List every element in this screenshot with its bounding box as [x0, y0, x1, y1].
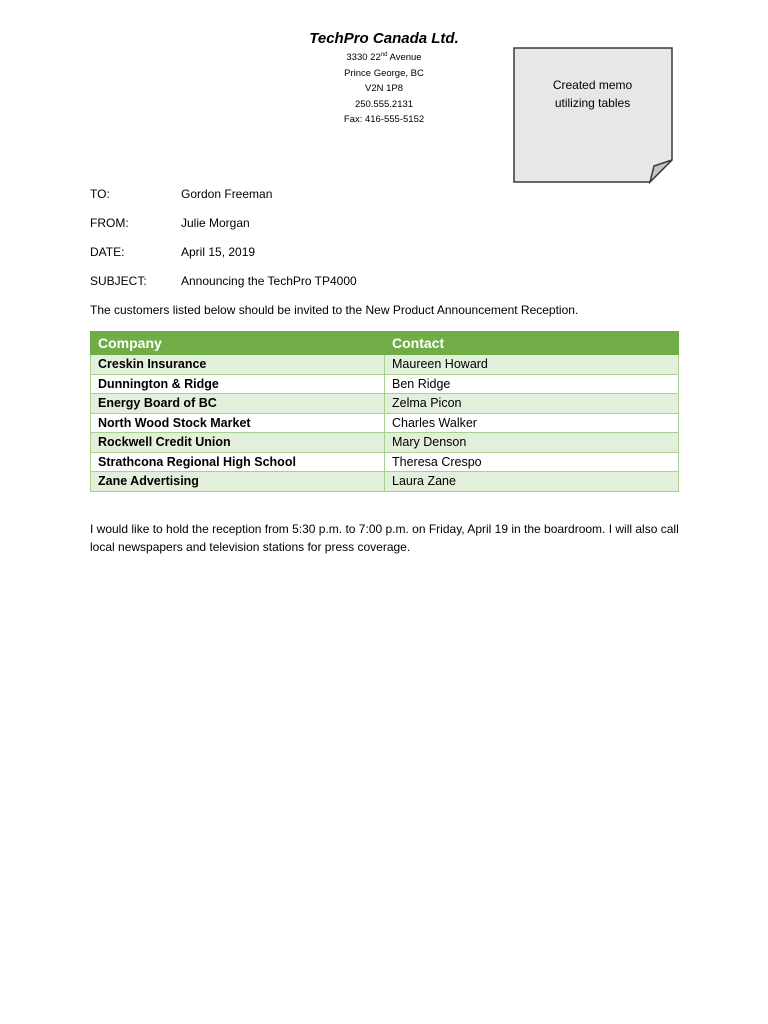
city-line: Prince George, BC — [344, 67, 424, 79]
company-cell: Zane Advertising — [91, 472, 385, 492]
table-header-row — [91, 332, 679, 355]
date-value: April 15, 2019 — [181, 245, 256, 259]
closing-paragraph: I would like to hold the reception from 5:30 p.m. to 7:00 p.m. on Friday, April 19 in the boardroom. I will also call local newspapers and television stations for press coverage. — [90, 522, 679, 554]
table-row — [91, 472, 679, 492]
subject-label: SUBJECT: — [90, 274, 147, 288]
table-row — [91, 355, 679, 375]
company-cell: Rockwell Credit Union — [91, 433, 385, 453]
to-label: TO: — [90, 187, 110, 201]
table-row — [91, 433, 679, 453]
date-label: DATE: — [90, 245, 125, 259]
ordinal-suffix: nd — [380, 51, 388, 58]
subject-value: Announcing the TechPro TP4000 — [181, 274, 357, 288]
contact-cell: Theresa Crespo — [385, 452, 679, 472]
folded-note-shape — [513, 47, 673, 184]
postal-code: V2N 1P8 — [364, 83, 404, 95]
letterhead — [234, 28, 534, 128]
table-row — [91, 374, 679, 394]
sticky-note-callout — [513, 47, 672, 183]
contact-cell: Mary Denson — [385, 433, 679, 453]
contact-cell: Zelma Picon — [385, 394, 679, 414]
note-text: Created memo utilizing tables — [552, 78, 633, 110]
street-number: 3330 22 — [346, 52, 381, 63]
company-cell: Strathcona Regional High School — [91, 452, 385, 472]
table-row — [91, 413, 679, 433]
customer-table — [90, 331, 679, 492]
phone-number: 250.555.2131 — [354, 98, 414, 110]
company-name: TechPro Canada Ltd. — [309, 30, 459, 47]
company-cell: North Wood Stock Market — [91, 413, 385, 433]
street-address — [234, 50, 534, 66]
contact-column-header: Contact — [385, 332, 679, 355]
table-row — [91, 452, 679, 472]
from-label: FROM: — [90, 216, 129, 230]
street-name: Avenue — [387, 52, 422, 63]
contact-cell: Ben Ridge — [385, 374, 679, 394]
intro-paragraph: The customers listed below should be invited to the New Product Announcement Reception. — [90, 303, 579, 317]
to-value: Gordon Freeman — [181, 187, 273, 201]
company-cell: Energy Board of BC — [91, 394, 385, 414]
fax-number: Fax: 416-555-5152 — [343, 114, 425, 126]
contact-cell: Charles Walker — [385, 413, 679, 433]
company-cell: Dunnington & Ridge — [91, 374, 385, 394]
company-cell: Creskin Insurance — [91, 355, 385, 375]
contact-cell: Maureen Howard — [385, 355, 679, 375]
from-value: Julie Morgan — [181, 216, 250, 230]
contact-cell: Laura Zane — [385, 472, 679, 492]
company-column-header: Company — [91, 332, 385, 355]
table-row — [91, 394, 679, 414]
